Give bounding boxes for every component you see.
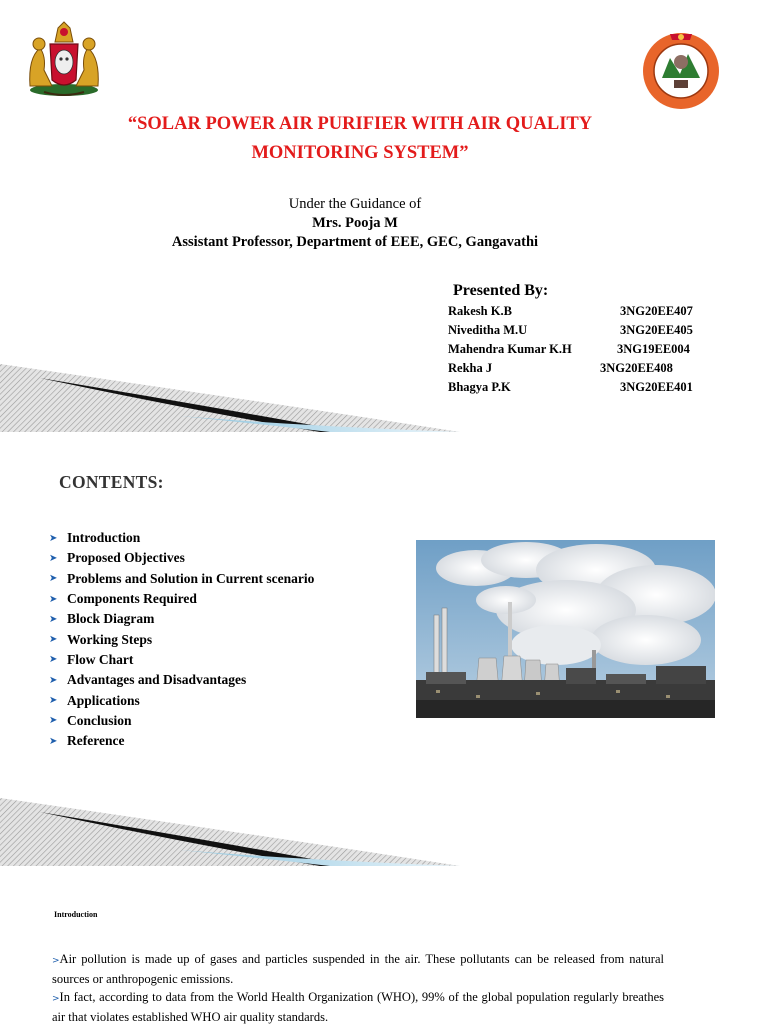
contents-heading: CONTENTS:: [59, 472, 164, 492]
member-usn: 3NG20EE401: [620, 380, 693, 394]
presented-by-heading: Presented By:: [453, 282, 549, 299]
list-item-label: Advantages and Disadvantages: [67, 672, 247, 688]
chevron-right-icon: ➤: [49, 532, 58, 544]
guide-role: Assistant Professor, Department of EEE, GEC, Gangavathi: [171, 234, 539, 250]
member-usn: 3NG20EE408: [600, 361, 673, 375]
contents-list: [49, 528, 314, 751]
slide-heading: Introduction: [54, 910, 98, 919]
state-emblem-logo: [22, 18, 106, 98]
list-item: [49, 609, 314, 629]
paragraph-text: In fact, according to data from the World Health Organization (WHO), 99% of the global population regularly breathes air that violates established WHO air quality standards.: [52, 990, 664, 1024]
list-item: [49, 569, 314, 589]
title-slide: [0, 0, 768, 432]
title-line-1: “SOLAR POWER AIR PURIFIER WITH AIR QUALITY: [127, 114, 593, 134]
list-item: [49, 548, 314, 568]
list-item-label: Components Required: [67, 591, 197, 607]
chevron-right-icon: ➤: [49, 715, 58, 727]
list-item-label: Proposed Objectives: [67, 550, 185, 566]
list-item: [49, 528, 314, 548]
chevron-right-icon: ➤: [49, 654, 58, 666]
chevron-right-icon: ➤: [49, 573, 58, 585]
title-line-2: MONITORING SYSTEM”: [251, 143, 469, 163]
list-item-label: Problems and Solution in Current scenario: [67, 570, 315, 586]
list-item-label: Block Diagram: [67, 611, 155, 627]
chevron-right-icon: ➤: [49, 613, 58, 625]
list-item-label: Conclusion: [67, 712, 132, 728]
chevron-right-icon: ➤: [49, 695, 58, 707]
list-item-label: Working Steps: [67, 631, 153, 647]
list-item-label: Flow Chart: [67, 651, 134, 667]
decorative-swoosh: [0, 794, 470, 866]
chevron-right-icon: >: [52, 956, 60, 966]
member-name: Mahendra Kumar K.H: [448, 342, 572, 356]
list-item: [49, 650, 314, 670]
contents-slide: [0, 432, 768, 866]
list-item-label: Reference: [67, 733, 125, 749]
chevron-right-icon: >: [52, 994, 60, 1004]
chevron-right-icon: ➤: [49, 674, 58, 686]
member-name: Rakesh K.B: [448, 304, 512, 318]
member-usn: 3NG20EE407: [620, 304, 693, 318]
guide-name: Mrs. Pooja M: [312, 215, 398, 231]
member-name: Bhagya P.K: [448, 380, 511, 394]
presentation-title: [60, 110, 660, 168]
introduction-slide: [0, 866, 768, 1024]
member-name: Rekha J: [448, 361, 493, 375]
list-item-label: Applications: [67, 692, 140, 708]
list-item: [49, 589, 314, 609]
chevron-right-icon: ➤: [49, 634, 58, 646]
paragraph-text: Air pollution is made up of gases and particles suspended in the air. These pollutants can be released from natural sources or anthropogenic emissions.: [52, 952, 664, 986]
member-usn: 3NG19EE004: [617, 342, 690, 356]
chevron-right-icon: ➤: [49, 593, 58, 605]
paragraph: [52, 950, 664, 988]
list-item: [49, 629, 314, 649]
list-item: [49, 690, 314, 710]
decorative-swoosh: [0, 360, 470, 432]
college-emblem-logo: [640, 28, 722, 110]
pollution-photo: [416, 540, 715, 718]
paragraph: [52, 988, 664, 1024]
member-usn: 3NG20EE405: [620, 323, 693, 337]
list-item-label: Introduction: [67, 530, 141, 546]
member-name: Niveditha M.U: [448, 323, 528, 337]
list-item: [49, 711, 314, 731]
list-item: [49, 670, 314, 690]
chevron-right-icon: ➤: [49, 735, 58, 747]
list-item: [49, 731, 314, 751]
chevron-right-icon: ➤: [49, 552, 58, 564]
guidance-intro: Under the Guidance of: [288, 196, 422, 212]
